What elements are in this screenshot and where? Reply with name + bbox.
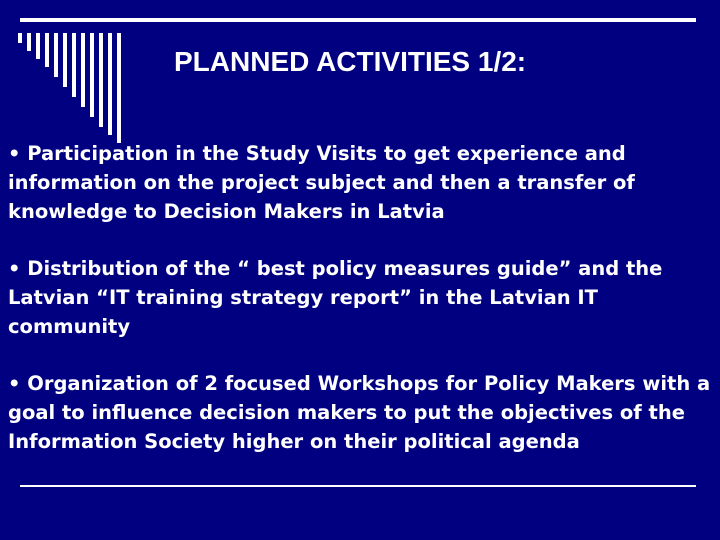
decorative-stripes: [18, 33, 123, 143]
top-divider-line: [20, 18, 696, 22]
bottom-divider-line: [20, 485, 696, 487]
bullet-item-workshops: • Organization of 2 focused Workshops for Policy Makers with a goal to influence decision makers to put the objectives of the Information Society higher on their political agenda: [8, 372, 711, 453]
bullet-list: [8, 139, 714, 484]
stripe-bars: [18, 33, 121, 143]
slide-title: PLANNED ACTIVITIES 1/2:: [174, 46, 527, 77]
bullet-item-distribution: • Distribution of the “ best policy measures guide” and the Latvian “IT training strategy report” in the Latvian IT community: [8, 257, 663, 338]
bullet-item-study-visits: • Participation in the Study Visits to get experience and information on the project subject and then a transfer of knowledge to Decision Makers in Latvia: [8, 142, 635, 223]
